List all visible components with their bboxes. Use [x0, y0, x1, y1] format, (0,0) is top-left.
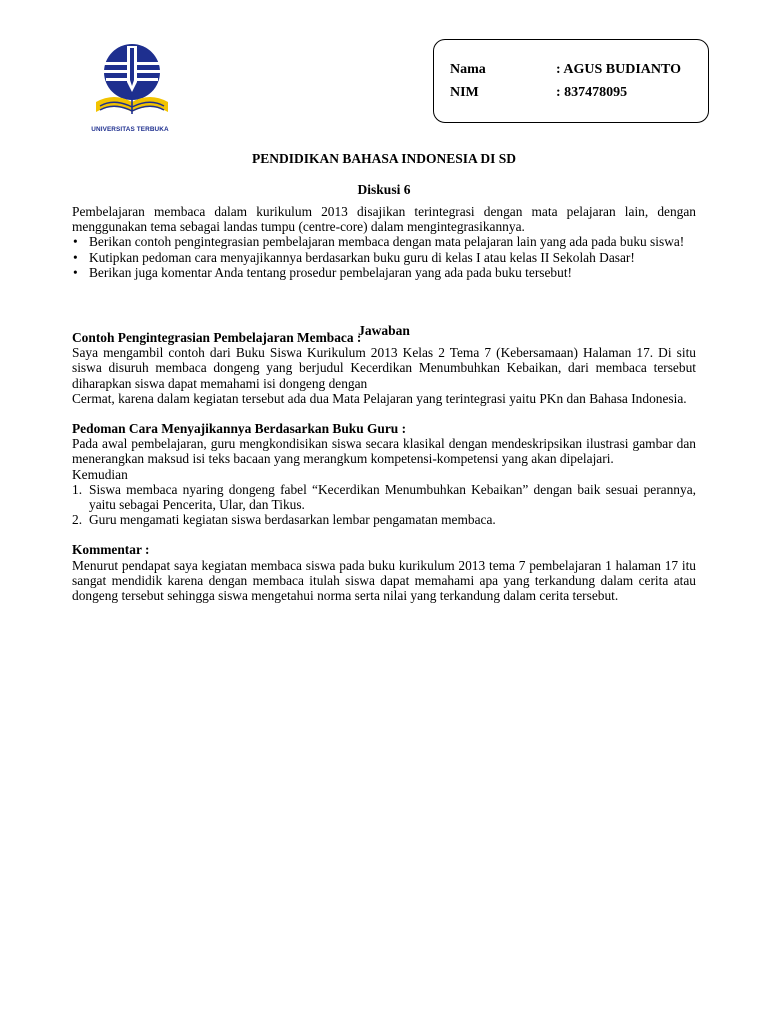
- example-paragraph: Saya mengambil contoh dari Buku Siswa Kurikulum 2013 Kelas 2 Tema 7 (Kebersamaan) Halaman 17. Di situ siswa disuruh membaca dongeng yang berjudul Kecerdikan Menumbuhkan Kebaikan, dari membaca tersebut diharapkan siswa dapat memahami isi dongeng dengan: [72, 345, 696, 391]
- step-item: [72, 482, 696, 512]
- university-emblem-icon: [90, 40, 174, 126]
- name-label: Nama: [450, 62, 486, 77]
- bullet-icon: •: [73, 234, 78, 250]
- comment-paragraph: Menurut pendapat saya kegiatan membaca siswa pada buku kurikulum 2013 tema 7 pembelajaran 1 halaman 17 itu sangat mendidik karena dengan membaca itulah siswa dapat memahami apa yang terkandung dalam cerita atau dongeng tersebut sehingga siswa mengetahui norma serta nilai yang terkandung dalam cerita tersebut.: [72, 557, 696, 604]
- section-heading-example: Contoh Pengintegrasian Pembelajaran Membaca :: [72, 330, 362, 346]
- question-item: [72, 234, 696, 249]
- question-item: [72, 265, 696, 280]
- step-number: 2.: [72, 512, 83, 528]
- step-number: 1.: [72, 481, 83, 497]
- document-body: [72, 204, 696, 603]
- guide-steps: [72, 482, 696, 528]
- name-value: : AGUS BUDIANTO: [556, 62, 681, 77]
- question-text: Berikan contoh pengintegrasian pembelajaran membaca dengan mata pelajaran lain yang ada pada buku siswa!: [89, 234, 685, 250]
- student-identity-box: [433, 39, 709, 123]
- nim-row: [450, 85, 627, 101]
- guide-paragraph: Pada awal pembelajaran, guru mengkondisikan siswa secara klasikal dengan mendeskripsikan ilustrasi gambar dan menerangkan maksud isi teks bacaan yang merangkum kompetensi-kompetensi yang akan dipelajari.: [72, 436, 696, 467]
- guide-paragraph-2: Kemudian: [72, 466, 128, 482]
- nim-value: : 837478095: [556, 85, 628, 100]
- university-logo: [84, 40, 184, 140]
- question-text: Berikan juga komentar Anda tentang prosedur pembelajaran yang ada pada buku tersebut!: [89, 264, 573, 280]
- answer-title: Jawaban: [358, 323, 410, 338]
- nim-label: NIM: [450, 85, 479, 100]
- name-row: [450, 62, 681, 78]
- course-title: PENDIDIKAN BAHASA INDONESIA DI SD: [251, 151, 517, 166]
- question-list: [72, 234, 696, 280]
- discussion-title: Diskusi 6: [357, 182, 411, 197]
- step-text: Guru mengamati kegiatan siswa berdasarkan lembar pengamatan membaca.: [89, 512, 496, 528]
- bullet-icon: •: [73, 249, 78, 265]
- question-item: [72, 250, 696, 265]
- section-heading-comment: Kommentar :: [72, 542, 150, 558]
- logo-caption: UNIVERSITAS TERBUKA: [91, 126, 169, 133]
- example-paragraph-2: Cermat, karena dalam kegiatan tersebut ada dua Mata Pelajaran yang terintegrasi yaitu PKn dan Bahasa Indonesia.: [72, 390, 687, 406]
- step-text: Siswa membaca nyaring dongeng fabel “Kecerdikan Menumbuhkan Kebaikan” dengan baik sesuai perannya, yaitu sebagai Pencerita, Ular, dan Tikus.: [89, 481, 696, 513]
- section-heading-guide: Pedoman Cara Menyajikannya Berdasarkan Buku Guru :: [72, 421, 407, 437]
- bullet-icon: •: [73, 264, 78, 280]
- intro-paragraph: Pembelajaran membaca dalam kurikulum 2013 disajikan terintegrasi dengan mata pelajaran lain, dengan menggunakan tema sebagai landas tumpu (centre-core) dalam mengintegrasikannya.: [72, 204, 696, 235]
- question-text: Kutipkan pedoman cara menyajikannya berdasarkan buku guru di kelas I atau kelas II Sekolah Dasar!: [89, 249, 635, 265]
- step-item: [72, 512, 696, 527]
